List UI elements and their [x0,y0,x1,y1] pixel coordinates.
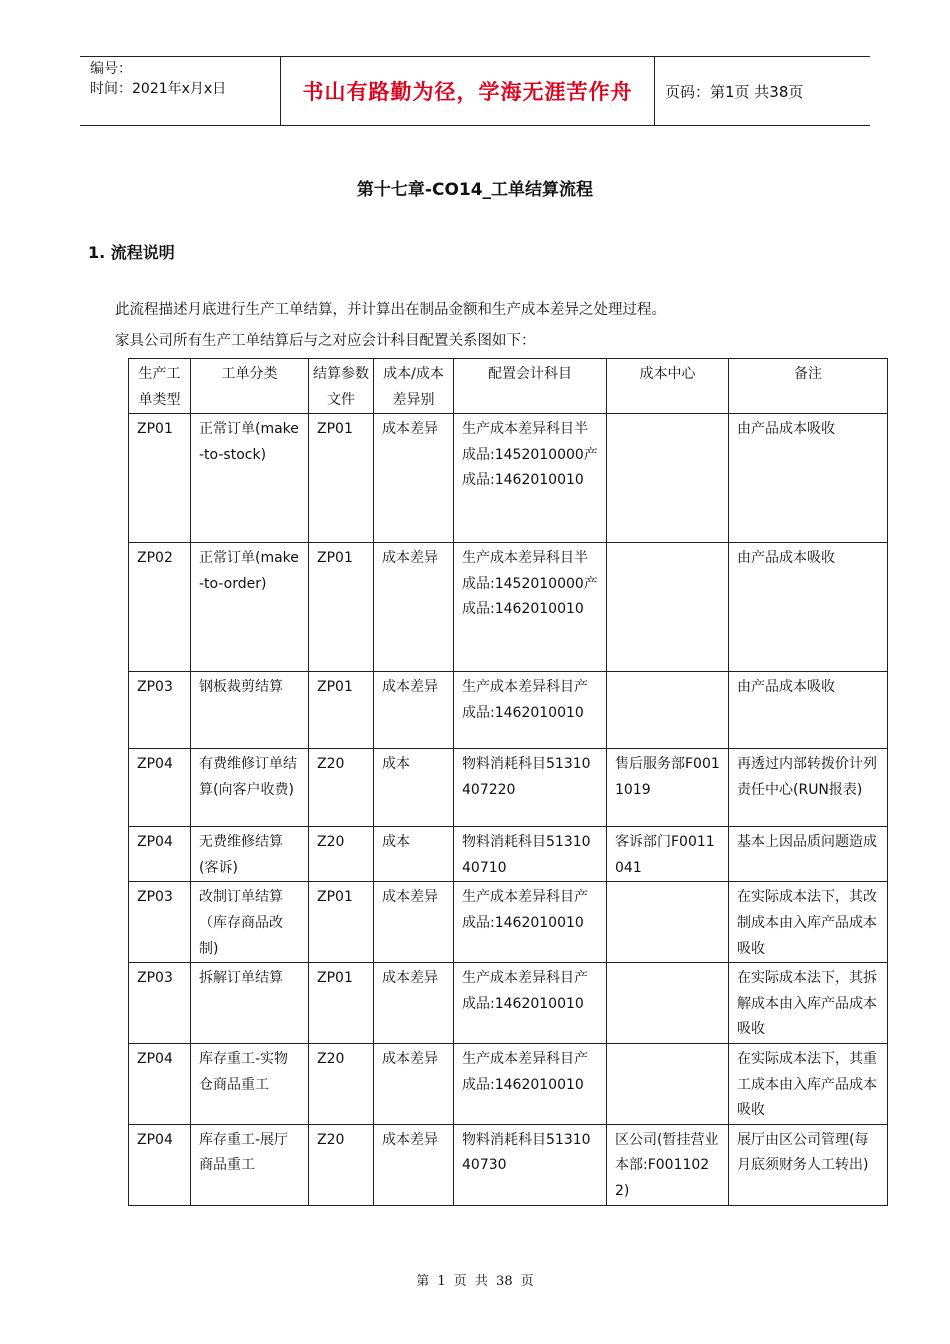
cell-cost-variance: 成本差异 [374,1043,454,1124]
col-header-cost-center: 成本中心 [607,359,729,414]
cell-remarks: 展厅由区公司管理(每月底须财务人工转出) [729,1124,888,1205]
cell-remarks: 基本上因品质问题造成 [729,827,888,882]
table-row [129,672,888,749]
cell-cost-variance: 成本差异 [374,414,454,543]
table-row [129,543,888,672]
cell-order-category: 正常订单(make-to-stock) [191,414,309,543]
cell-order-category: 有费维修订单结算(向客户收费) [191,749,309,827]
col-header-order-category: 工单分类 [191,359,309,414]
cell-cost-center [607,414,729,543]
chapter-title: 第十七章-CO14_工单结算流程 [356,180,594,200]
cell-settlement-profile: Z20 [309,749,374,827]
cell-account: 生产成本差异科目产成品:1462010010 [454,882,607,963]
cell-cost-center [607,1043,729,1124]
cell-account: 生产成本差异科目产成品:1462010010 [454,963,607,1044]
cell-order-category: 库存重工-展厅商品重工 [191,1124,309,1205]
cell-settlement-profile: Z20 [309,1124,374,1205]
table-row [129,827,888,882]
cell-order-category: 库存重工-实物仓商品重工 [191,1043,309,1124]
cell-order-category: 正常订单(make-to-order) [191,543,309,672]
intro-paragraph: 此流程描述月底进行生产工单结算，并计算出在制品金额和生产成本差异之处理过程。 [115,302,666,318]
cell-account: 生产成本差异科目产成品:1462010010 [454,672,607,749]
table-row [129,882,888,963]
cell-remarks: 由产品成本吸收 [729,414,888,543]
cell-cost-center [607,882,729,963]
table-row [129,749,888,827]
cell-order-type: ZP03 [129,882,191,963]
cell-cost-center: 售后服务部F0011019 [607,749,729,827]
cell-cost-variance: 成本 [374,749,454,827]
cell-order-type: ZP02 [129,543,191,672]
cell-settlement-profile: ZP01 [309,963,374,1044]
cell-cost-center: 客诉部门F0011041 [607,827,729,882]
cell-account: 物料消耗科目5131040730 [454,1124,607,1205]
cell-order-category: 无费维修结算(客诉) [191,827,309,882]
cell-order-type: ZP01 [129,414,191,543]
cell-order-category: 改制订单结算（库存商品改制) [191,882,309,963]
col-header-cost-variance: 成本/成本差异别 [374,359,454,414]
cell-settlement-profile: Z20 [309,1043,374,1124]
account-mapping-table [128,358,888,1206]
cell-settlement-profile: Z20 [309,827,374,882]
col-header-remarks: 备注 [729,359,888,414]
cell-cost-center [607,963,729,1044]
col-header-account: 配置会计科目 [454,359,607,414]
cell-order-type: ZP04 [129,749,191,827]
cell-order-type: ZP04 [129,1043,191,1124]
cell-order-type: ZP03 [129,963,191,1044]
cell-order-category: 钢板裁剪结算 [191,672,309,749]
table-row [129,963,888,1044]
table-row [129,1124,888,1205]
cell-cost-variance: 成本差异 [374,882,454,963]
page-header [80,56,870,126]
cell-cost-variance: 成本 [374,827,454,882]
cell-order-type: ZP03 [129,672,191,749]
document-date-label: 时间：2021年x月x日 [90,81,227,97]
cell-cost-variance: 成本差异 [374,543,454,672]
cell-account: 生产成本差异科目产成品:1462010010 [454,1043,607,1124]
header-page-number: 页码：第1页 共38页 [665,82,804,101]
cell-account: 生产成本差异科目半成品:1452010000产成品:1462010010 [454,414,607,543]
cell-remarks: 在实际成本法下，其重工成本由入库产品成本吸收 [729,1043,888,1124]
cell-settlement-profile: ZP01 [309,672,374,749]
cell-remarks: 再透过内部转拨价计列责任中心(RUN报表) [729,749,888,827]
header-meta [80,57,281,125]
cell-settlement-profile: ZP01 [309,882,374,963]
cell-settlement-profile: ZP01 [309,414,374,543]
cell-cost-variance: 成本差异 [374,1124,454,1205]
cell-remarks: 在实际成本法下，其拆解成本由入库产品成本吸收 [729,963,888,1044]
page-footer: 第 1 页 共 38 页 [416,1274,534,1289]
cell-remarks: 在实际成本法下，其改制成本由入库产品成本吸收 [729,882,888,963]
table-row [129,414,888,543]
cell-cost-variance: 成本差异 [374,672,454,749]
cell-cost-center [607,543,729,672]
cell-account: 生产成本差异科目半成品:1452010000产成品:1462010010 [454,543,607,672]
cell-cost-center [607,672,729,749]
cell-account: 物料消耗科目51310407220 [454,749,607,827]
table-intro-paragraph: 家具公司所有生产工单结算后与之对应会计科目配置关系图如下： [115,333,536,349]
cell-account: 物料消耗科目5131040710 [454,827,607,882]
cell-remarks: 由产品成本吸收 [729,672,888,749]
table-row [129,1043,888,1124]
section-heading: 1. 流程说明 [88,243,175,262]
cell-settlement-profile: ZP01 [309,543,374,672]
table-header-row [129,359,888,414]
col-header-order-type: 生产工单类型 [129,359,191,414]
cell-order-type: ZP04 [129,1124,191,1205]
cell-cost-center: 区公司(暂挂营业本部:F0011022) [607,1124,729,1205]
col-header-settlement-profile: 结算参数文件 [309,359,374,414]
cell-cost-variance: 成本差异 [374,963,454,1044]
document-number-label: 编号： [90,61,132,77]
cell-remarks: 由产品成本吸收 [729,543,888,672]
header-slogan: 书山有路勤为径，学海无涯苦作舟 [281,57,655,125]
cell-order-type: ZP04 [129,827,191,882]
cell-order-category: 拆解订单结算 [191,963,309,1044]
